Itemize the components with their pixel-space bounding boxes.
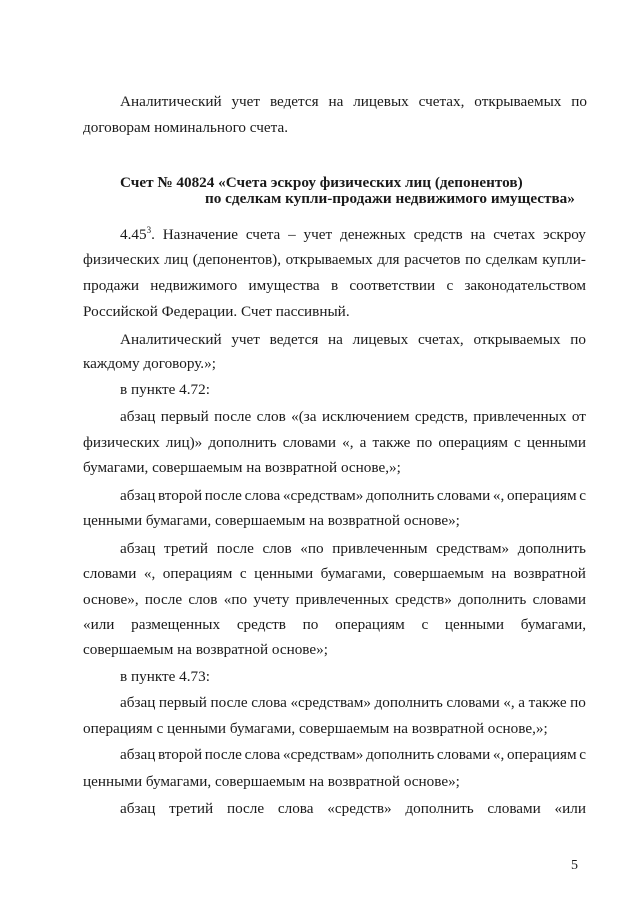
word: после	[204, 746, 242, 763]
word: первый	[158, 694, 207, 711]
word: «или	[554, 800, 586, 817]
text-line: в пункте 4.72:	[120, 381, 210, 398]
word: после	[210, 694, 248, 711]
word: на	[470, 226, 486, 243]
word: средств	[413, 226, 463, 243]
word: на	[328, 93, 344, 110]
word: ценными	[526, 434, 586, 451]
word: законодательством	[464, 277, 586, 294]
word: словами	[436, 746, 491, 763]
word: исключением	[321, 408, 410, 425]
text-line: ценными бумагами, совершаемым на возвратной основе»;	[83, 512, 460, 529]
word: учет	[303, 226, 333, 243]
word: слова	[251, 694, 287, 711]
word: ведется	[269, 93, 319, 110]
word: (депонентов),	[192, 251, 282, 268]
word: денежных	[339, 226, 406, 243]
word: слов	[256, 408, 286, 425]
word: «(за	[291, 408, 317, 425]
word: абзац	[120, 540, 156, 557]
word: открываемых	[285, 251, 373, 268]
word: третий	[169, 800, 214, 817]
word: средств	[236, 616, 286, 633]
word: лиц	[164, 251, 189, 268]
word: второй	[157, 487, 203, 504]
word: абзац	[120, 408, 156, 425]
clause-number: 4.45$^3$	[120, 225, 152, 243]
word: Аналитический	[120, 331, 222, 348]
word: дополнить	[366, 487, 435, 504]
word: привлеченных	[295, 591, 389, 608]
text-line	[120, 331, 586, 349]
text-line-rest	[151, 226, 586, 244]
word: физических	[83, 434, 160, 451]
text-line	[120, 694, 586, 712]
word: «,	[492, 487, 505, 504]
word: Назначение	[162, 226, 239, 243]
word: абзац	[120, 746, 156, 763]
word: счетах	[493, 226, 536, 243]
word: после	[204, 487, 242, 504]
word: дополнить	[366, 746, 435, 763]
word: по	[570, 694, 586, 711]
word: после	[216, 540, 254, 557]
word: «,	[503, 694, 515, 711]
word: купли-	[542, 251, 586, 268]
word: эскроу	[543, 226, 586, 243]
word: открываемых	[473, 331, 561, 348]
word: продажи	[83, 277, 139, 294]
word: по	[465, 251, 481, 268]
word: а	[518, 694, 526, 711]
word: дополнить	[458, 591, 527, 608]
word: с	[514, 434, 521, 451]
word: возвратной	[513, 565, 586, 582]
word: в	[330, 277, 339, 294]
word: после	[214, 408, 252, 425]
word: третий	[164, 540, 209, 557]
word: бумагами,	[520, 616, 586, 633]
word: учету	[253, 591, 290, 608]
word: для	[377, 251, 400, 268]
word: с	[579, 487, 586, 504]
word: недвижимого	[150, 277, 238, 294]
word: с	[446, 277, 454, 294]
word: словами	[532, 591, 586, 608]
word: дополнить	[374, 694, 443, 711]
word: после	[144, 591, 183, 608]
word: слова	[244, 746, 281, 763]
text-line: каждому договору.»;	[83, 355, 216, 372]
word: словами	[282, 434, 337, 451]
word: с	[239, 565, 247, 582]
word: «или	[83, 616, 115, 633]
word: ведется	[269, 331, 319, 348]
text-line	[83, 251, 586, 269]
word: слова	[244, 487, 281, 504]
word: слов	[262, 540, 292, 557]
word: расчетов	[404, 251, 461, 268]
word: абзац	[120, 694, 156, 711]
text-line	[120, 93, 587, 111]
word: учет	[231, 93, 261, 110]
word: «средствам»	[282, 746, 364, 763]
word: словами	[436, 487, 491, 504]
word: второй	[157, 746, 203, 763]
word: средств»	[395, 591, 452, 608]
word: «,	[143, 565, 156, 582]
word: учет	[231, 331, 260, 348]
text-line	[120, 226, 586, 244]
text-line: бумагами, совершаемым на возвратной основе,»;	[83, 459, 401, 476]
word: основе»,	[83, 591, 139, 608]
word: с	[579, 746, 586, 763]
word: размещенных	[131, 616, 221, 633]
word: операциям	[506, 746, 577, 763]
page-number: 5	[571, 858, 578, 873]
word: дополнить	[405, 800, 474, 817]
word: по	[416, 434, 433, 451]
word: операциям	[506, 487, 577, 504]
text-line: операциям с ценными бумагами, совершаемым на возвратной основе,»;	[83, 720, 548, 737]
word: лицевых	[353, 93, 409, 110]
word: соответствии	[349, 277, 436, 294]
word: открываемых	[474, 93, 562, 110]
text-line: Российской Федерации. Счет пассивный.	[83, 303, 350, 320]
word: операциям	[162, 565, 233, 582]
word: абзац	[120, 487, 156, 504]
word: «средствам»	[282, 487, 364, 504]
word: дополнить	[517, 540, 586, 557]
text-line	[83, 277, 586, 295]
word: на	[328, 331, 343, 348]
word: «,	[342, 434, 354, 451]
word: –	[288, 226, 296, 243]
word: ценными	[444, 616, 504, 633]
word: ценными	[254, 565, 314, 582]
word: операциям	[438, 434, 508, 451]
word: словами	[446, 694, 500, 711]
word: «средств»	[327, 800, 392, 817]
word: лиц)»	[165, 434, 203, 451]
word: «,	[492, 746, 505, 763]
word: дополнить	[208, 434, 277, 451]
word: словами	[83, 565, 137, 582]
word: лицевых	[352, 331, 409, 348]
word: «средствам»	[290, 694, 371, 711]
word: физических	[83, 251, 160, 268]
section-heading: по сделкам купли-продажи недвижимого имущества»	[205, 190, 575, 207]
section-heading: Счет № 40824 «Счета эскроу физических лиц (депонентов)	[120, 174, 523, 191]
word: словами	[487, 800, 541, 817]
text-line: договорам номинального счета.	[83, 119, 288, 136]
text-line: совершаемым на возвратной основе»;	[83, 641, 328, 658]
word: имущества	[248, 277, 320, 294]
word: совершаемым	[393, 565, 484, 582]
text-line	[120, 540, 586, 558]
word: счетах,	[418, 93, 465, 110]
text-line	[120, 408, 586, 426]
word: «по	[300, 540, 324, 557]
text-line	[83, 565, 586, 583]
text-line	[120, 746, 586, 764]
word: первый	[160, 408, 209, 425]
word: по	[570, 331, 586, 348]
word: на	[491, 565, 507, 582]
word: с	[421, 616, 429, 633]
word: а	[359, 434, 367, 451]
text-line	[83, 616, 586, 634]
word: от	[571, 408, 586, 425]
word: после	[226, 800, 265, 817]
word: операциям	[335, 616, 405, 633]
text-line: в пункте 4.73:	[120, 668, 210, 685]
word: привлеченным	[332, 540, 428, 557]
text-line	[83, 434, 586, 452]
word: средствам»	[436, 540, 510, 557]
text-line	[83, 591, 586, 609]
word: также	[372, 434, 411, 451]
word: слова	[277, 800, 314, 817]
text-line	[120, 800, 586, 818]
text-line	[120, 487, 586, 505]
word: абзац	[120, 800, 156, 817]
word: слов	[188, 591, 218, 608]
word: .	[151, 226, 155, 243]
word: счетах,	[417, 331, 464, 348]
word: «по	[223, 591, 248, 608]
word: по	[571, 93, 587, 110]
word: средств,	[414, 408, 468, 425]
word: по	[302, 616, 319, 633]
word: счета	[245, 226, 281, 243]
word: сделкам	[485, 251, 538, 268]
word: Аналитический	[120, 93, 222, 110]
word: бумагами,	[320, 565, 386, 582]
word: привлеченных	[473, 408, 567, 425]
text-line: ценными бумагами, совершаемым на возвратной основе»;	[83, 773, 460, 790]
word: также	[528, 694, 567, 711]
